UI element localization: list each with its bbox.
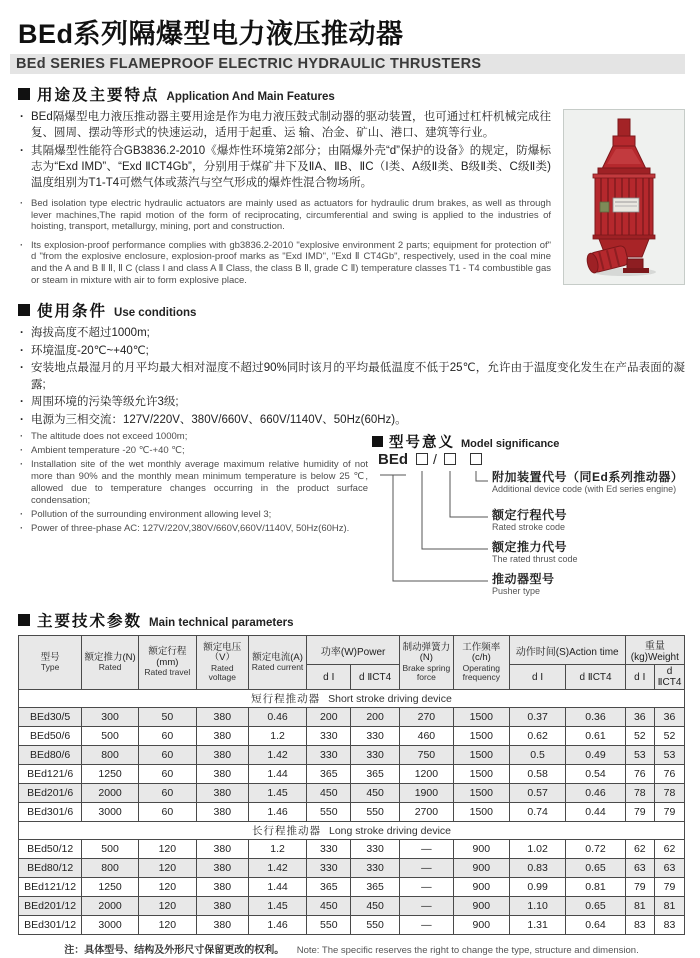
value-cell: 120 [138,859,196,878]
conditions-en-and-model [18,431,685,603]
params-table [18,635,685,935]
value-cell: 0.65 [566,897,625,916]
model-label-rated-stroke: 额定行程代号 Rated stroke code [492,508,568,533]
value-cell: 3000 [82,916,139,935]
value-cell: 79 [654,878,684,897]
table-row [19,708,685,727]
model-cell: BEd121/6 [19,765,82,784]
product-image [563,109,685,285]
value-cell: 63 [654,859,684,878]
value-cell: 380 [196,727,248,746]
value-cell: 550 [307,916,351,935]
value-cell: 330 [307,859,351,878]
value-cell: 500 [82,727,139,746]
value-cell: 1.45 [248,897,307,916]
value-cell: 380 [196,916,248,935]
value-cell: 1.2 [248,727,307,746]
value-cell: 450 [351,897,400,916]
subcol-weight-d1: d Ⅰ [625,665,654,690]
value-cell: 120 [138,897,196,916]
value-cell: 1900 [399,784,453,803]
value-cell: 120 [138,840,196,859]
value-cell: 2000 [82,784,139,803]
conditions-zh-list [18,325,685,428]
list-item: · Installation site of the wet monthly average maximum relative humidity of not more than 90% and the monthly mean minimum temperature is below 25 ℃, allowed due to temperature changes occurring in the product surface condensation; [18,459,368,507]
value-cell: 0.64 [566,916,625,935]
value-cell: 0.58 [509,765,566,784]
value-cell: 1.02 [509,840,566,859]
value-cell: 1.10 [509,897,566,916]
model-cell: BEd201/6 [19,784,82,803]
value-cell: 78 [654,784,684,803]
value-cell: 1.46 [248,803,307,822]
subcol-time-d1: d Ⅰ [509,665,566,690]
value-cell: 79 [625,803,654,822]
value-cell: 200 [307,708,351,727]
table-row [19,784,685,803]
value-cell: 81 [625,897,654,916]
value-cell: 0.36 [566,708,625,727]
value-cell: 2000 [82,897,139,916]
value-cell: 380 [196,803,248,822]
list-item: · 安装地点最湿月的月平均最大相对湿度不超过90%同时该月的平均最低温度不低于25℃，允许由于温度变化发生在产品表面的凝露; [18,360,685,393]
features-heading-zh: 用途及主要特点 [37,87,160,104]
value-cell: 53 [625,746,654,765]
value-cell: 2700 [399,803,453,822]
table-row [19,840,685,859]
col-rated-thrust: 额定推力(N) Rated [82,636,139,690]
value-cell: 79 [654,803,684,822]
footer-note-zh: 注：具体型号、结构及外形尺寸保留更改的权利。 [64,945,285,957]
value-cell: 0.44 [566,803,625,822]
table-row [19,746,685,765]
value-cell: 500 [82,840,139,859]
value-cell: 800 [82,859,139,878]
table-header-row [19,636,685,665]
value-cell: 330 [351,859,400,878]
list-item: · Pollution of the surrounding environment allowing level 3; [18,509,368,521]
value-cell: 1500 [453,784,509,803]
value-cell: 0.54 [566,765,625,784]
value-cell: 120 [138,916,196,935]
value-cell: 550 [351,803,400,822]
list-item: · Its explosion-proof performance complies with gb3836.2-2010 "explosive environment 2 parts; equipment for protection of" d "from the explosive enclosure, explosion-proof marks as "Exd IMD", "Exd Ⅱ CT4Gb", respectively, used in the coal mine and the A and B Ⅱ Ⅱ, Ⅱ C (class I and class A Ⅱ Class, the class B Ⅱ, grade C Ⅱ) temperature classes T1 - T4 combustible gas or steam in mixture with air to form explosive place. [18,240,551,286]
section-marker-icon [18,614,30,626]
col-rated-current: 额定电流(A) Rated current [248,636,307,690]
model-significance-diagram [370,431,686,603]
value-cell: 270 [399,708,453,727]
footer-note [18,940,685,958]
value-cell: 550 [351,916,400,935]
value-cell: 450 [307,784,351,803]
list-item: · Ambient temperature -20 ℃-+40 ℃; [18,445,368,457]
model-cell: BEd80/6 [19,746,82,765]
value-cell: 120 [138,878,196,897]
value-cell: 78 [625,784,654,803]
value-cell: 380 [196,897,248,916]
features-heading [18,83,685,105]
value-cell: 0.37 [509,708,566,727]
value-cell: 1200 [399,765,453,784]
value-cell: 800 [82,746,139,765]
value-cell: 330 [351,746,400,765]
value-cell: 460 [399,727,453,746]
value-cell: 1.42 [248,859,307,878]
value-cell: 450 [307,897,351,916]
value-cell: 1500 [453,803,509,822]
value-cell: 0.49 [566,746,625,765]
value-cell: — [399,897,453,916]
value-cell: 380 [196,878,248,897]
features-en-list [18,198,551,286]
list-item: · BEd隔爆型电力液压推动器主要用途是作为电力液压鼓式制动器的驱动装置，也可通过杠杆机械完成往复、圆周、摆动等形式的快速运动，适用于起重、运 输、冶金、矿山、港口、建筑等行业。 [18,109,551,141]
value-cell: 36 [625,708,654,727]
value-cell: 52 [625,727,654,746]
table-row [19,727,685,746]
subcol-weight-d2: d ⅡCT4 [654,665,684,690]
table-section-row [19,690,685,708]
thruster-illustration [569,116,679,278]
value-cell: 380 [196,708,248,727]
footer-note-en: Note: The specific reserves the right to change the type, structure and dimension. [296,945,639,957]
subcol-power-d2: d ⅡCT4 [351,665,400,690]
value-cell: 0.46 [248,708,307,727]
value-cell: 0.46 [566,784,625,803]
value-cell: 76 [654,765,684,784]
value-cell: 52 [654,727,684,746]
params-heading-zh: 主要技术参数 [37,613,143,631]
value-cell: 450 [351,784,400,803]
features-heading-en: Application And Main Features [166,91,335,103]
value-cell: 63 [625,859,654,878]
value-cell: 900 [453,840,509,859]
value-cell: 83 [654,916,684,935]
value-cell: 365 [351,765,400,784]
list-item: · 周围环境的污染等级允许3级; [18,394,685,411]
table-section-label: 短行程推动器 Short stroke driving device [19,690,685,708]
value-cell: 330 [351,727,400,746]
value-cell: 60 [138,784,196,803]
value-cell: 3000 [82,803,139,822]
value-cell: 750 [399,746,453,765]
table-section-label: 长行程推动器 Long stroke driving device [19,822,685,840]
value-cell: 76 [625,765,654,784]
value-cell: 62 [625,840,654,859]
value-cell: 900 [453,897,509,916]
page-subtitle: BEd SERIES FLAMEPROOF ELECTRIC HYDRAULIC THRUSTERS [10,54,685,74]
value-cell: 0.57 [509,784,566,803]
section-marker-icon [18,304,30,316]
value-cell: — [399,859,453,878]
features-text [18,109,551,293]
model-cell: BEd50/6 [19,727,82,746]
value-cell: 1.2 [248,840,307,859]
value-cell: 300 [82,708,139,727]
value-cell: 53 [654,746,684,765]
value-cell: 380 [196,765,248,784]
list-item: · Power of three-phase AC: 127V/220V,380V/660V,660V/1140V, 50Hz(60Hz). [18,523,368,535]
value-cell: — [399,840,453,859]
conditions-heading-zh: 使用条件 [37,303,108,321]
params-heading-en: Main technical parameters [149,617,294,630]
value-cell: 1.45 [248,784,307,803]
value-cell: 0.99 [509,878,566,897]
value-cell: 380 [196,859,248,878]
value-cell: 1.46 [248,916,307,935]
value-cell: 365 [351,878,400,897]
value-cell: 60 [138,803,196,822]
model-cell: BEd80/12 [19,859,82,878]
value-cell: 0.65 [566,859,625,878]
list-item: · 其隔爆型性能符合GB3836.2-2010《爆炸性环境第2部分；由隔爆外壳“d”保护的设备》的规定，防爆标志为“Exd IMD”、“Exd ⅡCT4Gb”，分别用于煤矿井下及ⅡA、ⅡB、ⅡC（I类、A级Ⅱ类、B级Ⅱ类、C级Ⅱ类)温度组别为T1-T4可燃气体或蒸汽与空气形成的爆炸性混合物场所。 [18,143,551,191]
col-weight-group: 重量(kg)Weight [625,636,684,665]
features-body [18,109,685,293]
params-table-body [19,690,685,935]
value-cell: 900 [453,878,509,897]
model-cell: BEd201/12 [19,897,82,916]
table-row [19,897,685,916]
table-row [19,916,685,935]
value-cell: 1.42 [248,746,307,765]
value-cell: 0.83 [509,859,566,878]
value-cell: 900 [453,859,509,878]
value-cell: 330 [351,840,400,859]
value-cell: 330 [307,727,351,746]
list-item: · The altitude does not exceed 1000m; [18,431,368,443]
value-cell: 81 [654,897,684,916]
value-cell: 0.61 [566,727,625,746]
list-item: · 电源为三相交流：127V/220V、380V/660V、660V/1140V、50Hz(60Hz)。 [18,412,685,429]
col-brake-spring: 制动弹簧力 (N) Brake spring force [399,636,453,690]
value-cell: 79 [625,878,654,897]
subcol-time-d2: d ⅡCT4 [566,665,625,690]
value-cell: 380 [196,784,248,803]
col-power-group: 功率(W)Power [307,636,400,665]
conditions-heading [18,299,685,321]
list-item: · 环境温度-20℃~+40℃; [18,343,685,360]
value-cell: 1.31 [509,916,566,935]
value-cell: 0.62 [509,727,566,746]
list-item: · 海拔高度不超过1000m; [18,325,685,342]
col-operating-frequency: 工作频率(c/h) Operating frequency [453,636,509,690]
value-cell: 60 [138,765,196,784]
value-cell: 83 [625,916,654,935]
value-cell: 0.72 [566,840,625,859]
value-cell: 1250 [82,765,139,784]
value-cell: 60 [138,727,196,746]
value-cell: 62 [654,840,684,859]
value-cell: 380 [196,746,248,765]
value-cell: — [399,916,453,935]
model-slash: / [433,451,437,468]
table-row [19,765,685,784]
col-type: 型号 Type [19,636,82,690]
value-cell: 365 [307,878,351,897]
value-cell: — [399,878,453,897]
model-cell: BEd30/5 [19,708,82,727]
value-cell: 1.44 [248,765,307,784]
value-cell: 0.81 [566,878,625,897]
model-heading-zh: 型号意义 [389,435,455,452]
params-heading [18,609,685,631]
value-cell: 36 [654,708,684,727]
col-rated-travel: 额定行程(mm) Rated travel [138,636,196,690]
col-action-time-group: 动作时间(S)Action time [509,636,625,665]
model-heading-en: Model significance [461,438,560,451]
model-cell: BEd301/6 [19,803,82,822]
value-cell: 60 [138,746,196,765]
value-cell: 330 [307,746,351,765]
value-cell: 0.5 [509,746,566,765]
value-cell: 900 [453,916,509,935]
model-cell: BEd301/12 [19,916,82,935]
value-cell: 1250 [82,878,139,897]
model-label-additional-device: 附加装置代号（同Ed系列推动器） Additional device code (with Ed series engine) [492,470,684,495]
table-row [19,859,685,878]
model-prefix: BEd [378,451,408,469]
conditions-en-list [18,431,368,535]
value-cell: 1.44 [248,878,307,897]
conditions-heading-en: Use conditions [114,307,197,320]
model-cell: BEd50/12 [19,840,82,859]
page-title: BEd系列隔爆型电力液压推动器 [18,19,404,49]
value-cell: 1500 [453,727,509,746]
value-cell: 550 [307,803,351,822]
value-cell: 50 [138,708,196,727]
table-row [19,803,685,822]
value-cell: 200 [351,708,400,727]
table-row [19,878,685,897]
features-zh-list [18,109,551,191]
section-marker-icon [18,88,30,100]
value-cell: 380 [196,840,248,859]
value-cell: 330 [307,840,351,859]
model-cell: BEd121/12 [19,878,82,897]
value-cell: 1500 [453,765,509,784]
col-rated-voltage: 额定电压 （V） Rated voltage [196,636,248,690]
value-cell: 0.74 [509,803,566,822]
model-label-rated-thrust: 额定推力代号 The rated thrust code [492,540,578,565]
subcol-power-d1: d Ⅰ [307,665,351,690]
value-cell: 1500 [453,746,509,765]
value-cell: 365 [307,765,351,784]
list-item: · Bed isolation type electric hydraulic actuators are mainly used as actuators for hydraulic drum brakes, as well as through lever machines,The rapid motion of the form of reciprocating, circumferential and swing is applied to the industries of hoisting, transport, metallurgy, mining, port and construction. [18,198,551,233]
value-cell: 1500 [453,708,509,727]
table-section-row [19,822,685,840]
model-label-pusher-type: 推动器型号 Pusher type [492,572,555,597]
